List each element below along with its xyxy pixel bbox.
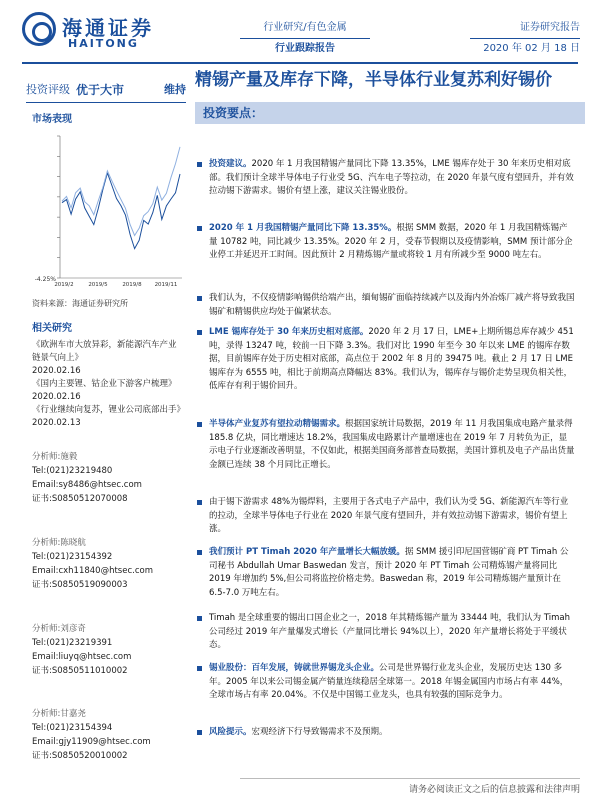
para-highlight: 锡业股份：百年发展，铸就世界锡龙头企业。: [209, 663, 380, 673]
analyst-cert: 证书:S0850511010002: [32, 666, 128, 676]
analyst-cert: 证书:S0850519090003: [32, 580, 128, 590]
sidebar: [22, 70, 187, 790]
analyst-email[interactable]: Email:liuyq@htsec.com: [32, 652, 132, 662]
header-divider: [22, 62, 578, 64]
report-date: 2020 年 02 月 18 日: [470, 38, 580, 59]
main-content: [195, 68, 585, 124]
rating-row: [26, 78, 186, 100]
analyst-tel: Tel:(021)23219391: [32, 638, 113, 648]
x-tick-label: 2019/11: [154, 282, 178, 288]
related-item-title: 《欧洲车市大放异彩，新能源汽车产业链景气向上》: [32, 340, 177, 363]
rating-status: 维持: [164, 83, 186, 96]
analyst-block: [32, 450, 184, 506]
para-highlight: 2020 年 1 月我国精锡产量同比下降 13.35%。: [209, 223, 397, 233]
analyst-name: 分析师:施毅: [32, 452, 78, 462]
related-item-title: 《国内主要锂、钴企业下游客户梳理》: [32, 379, 177, 389]
para-text: 2020 年 1 月我国精锡产量同比下降 13.35%，LME 锡库存处于 30 年来历史相对底部。我们预计全球半导体电子行业受 5G、汽车电子等拉动，在 2020 年景气度有望回升，并有效拉动锡下游需求。锡价有望上涨，建议关注锡业股份。: [209, 159, 574, 196]
analyst-tel: Tel:(021)23154392: [32, 552, 113, 562]
series-line-2: [62, 147, 180, 236]
para-inventory: [195, 326, 575, 394]
report-type: 行业跟踪报告: [240, 38, 370, 59]
header-middle: [240, 18, 370, 59]
market-chart: [26, 130, 186, 290]
analyst-name: 分析师:甘嘉尧: [32, 709, 86, 719]
related-title: 相关研究: [32, 323, 72, 334]
related-research: [32, 322, 184, 430]
logo-mark-icon: [22, 12, 56, 46]
para-output: [195, 222, 575, 263]
para-text: 据 SMM 援引印尼国营锡矿商 PT Timah 公司秘书 Abdullah Umar Baswedan 发言，预计 2020 年 PT Timah 公司精炼锡产量将同比 2019 年增加约 5%,但公司将监控价格走势。Baswedan 称，2019 年公司精炼锡产量预计在 6.5-7.0 万吨左右。: [209, 547, 569, 598]
chart-source: 资料来源：海通证券研究所: [32, 299, 128, 308]
para-demand: [195, 496, 575, 537]
report-header: [0, 0, 600, 62]
para-highlight: 我们预计 PT Timah 2020 年产量增长大幅放缓。: [209, 547, 405, 557]
para-text: Timah 是全球重要的锡出口国企业之一，2018 年其精炼锡产量为 33444 吨，我们认为 Timah 公司经过 2019 年产量爆发式增长（产量同比增长 94%以上），2020 年产量增长将处于平缓状态。: [209, 613, 571, 650]
analyst-email[interactable]: Email:cxh11840@htsec.com: [32, 566, 153, 576]
related-item[interactable]: [32, 404, 184, 430]
related-item[interactable]: [32, 378, 184, 404]
para-investment-advice: [195, 158, 575, 199]
analyst-name: 分析师:陈晓航: [32, 538, 86, 548]
x-tick-label: 2019/8: [122, 282, 142, 288]
para-text: 我们认为，不仅疫情影响锡供给端产出，缅甸锡矿面临持续减产以及海内外冶炼厂减产将导致我国锡矿和精锡供应均处于偏紧状态。: [209, 293, 575, 317]
para-text: 由于锡下游需求 48%为锡焊料，主要用于各式电子产品中，我们认为受 5G、新能源汽车等行业的拉动，全球半导体电子行业在 2020 年景气度有望回升，并有效拉动锡下游需求，锡价有望上涨。: [209, 497, 569, 534]
analyst-email[interactable]: Email:sy8486@htsec.com: [32, 480, 142, 490]
para-text: 2020 年 2 月 17 日，LME+上期所锡总库存减少 451 吨，录得 13247 吨，较前一日下降 3.3%。我们对比 1990 年至今 30 年以来 LME 的锡库存数据，目前锡库存处于历史相对底部，高点位于 2002 年 8 月的 39475 吨。截止 2 月 17 日 LME 锡库存为 6555 吨，相比于前期高点降幅达 83%。我们认为，锡库存与锡价走势呈现负相关性，低库存有利于锡价回升。: [209, 327, 574, 391]
x-tick-label: 2019/5: [88, 282, 108, 288]
related-item-date: 2020.02.16: [32, 392, 81, 402]
para-semiconductor: [195, 418, 575, 472]
rating-label: 投资评级: [26, 83, 70, 96]
para-timah-2: [195, 612, 575, 653]
para-timah: [195, 546, 575, 600]
logo-en: HAITONG: [68, 37, 139, 50]
rating-value: 优于大市: [76, 82, 125, 97]
para-text: 根据国家统计局数据，2019 年 11 月我国集成电路产量录得 185.8 亿块，同比增速达 18.2%，我国集成电路累计产量增速也在 2019 年 7 月转负为正，显示电子行业逐渐改善明显，不仅如此，根据美国商务部普查局数据，美国计算机及电子产品出货量金额已连续 38 个月同比正增长。: [209, 419, 575, 470]
para-supply: [195, 292, 575, 319]
header-right: [470, 18, 580, 59]
analyst-tel: Tel:(021)23154394: [32, 723, 113, 733]
footer-disclaimer: 请务必阅读正文之后的信息披露和法律声明: [408, 785, 580, 795]
x-tick-label: 2019/2: [54, 282, 74, 288]
analyst-block: [32, 622, 184, 678]
series-line-1: [62, 173, 180, 249]
para-highlight: 风险提示。: [209, 727, 252, 737]
para-text: 公司是世界锡行业龙头企业，发展历史达 130 多年。2005 年以来公司锡金属产销量连续稳居全球第一。2018 年锡金属国内市场占有率 44%，全球市场占有率 20.04%。不仅是中国锡工业龙头，也具有较强的国际竞争力。: [209, 663, 569, 700]
logo-cn: 海通证券: [62, 16, 154, 40]
related-item[interactable]: [32, 339, 184, 378]
related-item-date: 2020.02.13: [32, 418, 81, 428]
analyst-tel: Tel:(021)23219480: [32, 466, 113, 476]
analyst-block: [32, 707, 184, 763]
key-points-header: 投资要点：: [195, 102, 585, 124]
rating-divider: [26, 102, 186, 103]
market-title: 市场表现: [32, 114, 72, 125]
para-highlight: LME 锡库存处于 30 年来历史相对底部。: [209, 327, 369, 337]
para-highlight: 半导体产业复苏有望拉动精锡需求。: [209, 419, 346, 429]
analyst-cert: 证书:S0850512070008: [32, 494, 128, 504]
analyst-email[interactable]: Email:gjy11909@htsec.com: [32, 737, 151, 747]
industry-label: 行业研究/有色金属: [263, 22, 347, 33]
para-tin-company: [195, 662, 575, 703]
para-highlight: 投资建议。: [209, 159, 252, 169]
analyst-block: [32, 536, 184, 592]
para-risk: [195, 726, 575, 740]
analyst-cert: 证书:S0850520010002: [32, 751, 128, 761]
para-text: 宏观经济下行导致锡需求不及预期。: [251, 727, 388, 737]
footer-divider: [240, 778, 580, 779]
y-tick-label: -4.25%: [34, 276, 56, 283]
company-logo: [22, 12, 182, 52]
related-item-date: 2020.02.16: [32, 366, 81, 376]
market-chart-svg: [26, 130, 186, 290]
analyst-name: 分析师:刘彦奇: [32, 624, 86, 634]
report-title: 精锡产量及库存下降，半导体行业复苏利好锡价: [195, 70, 552, 90]
para-text: 根据 SMM 数据，2020 年 1 月我国精炼锡产量 10782 吨，同比减少 13.35%。2020 年 2 月，受春节假期以及疫情影响，SMM 预计部分企业停工并延迟开工时间。因此预计 2 月精炼锡产量或将较 1 月有所减少至 9000 吨左右。: [209, 223, 573, 260]
related-item-title: 《行业继续向复苏，锂业公司底部出手》: [32, 405, 186, 415]
report-label: 证券研究报告: [520, 22, 580, 33]
